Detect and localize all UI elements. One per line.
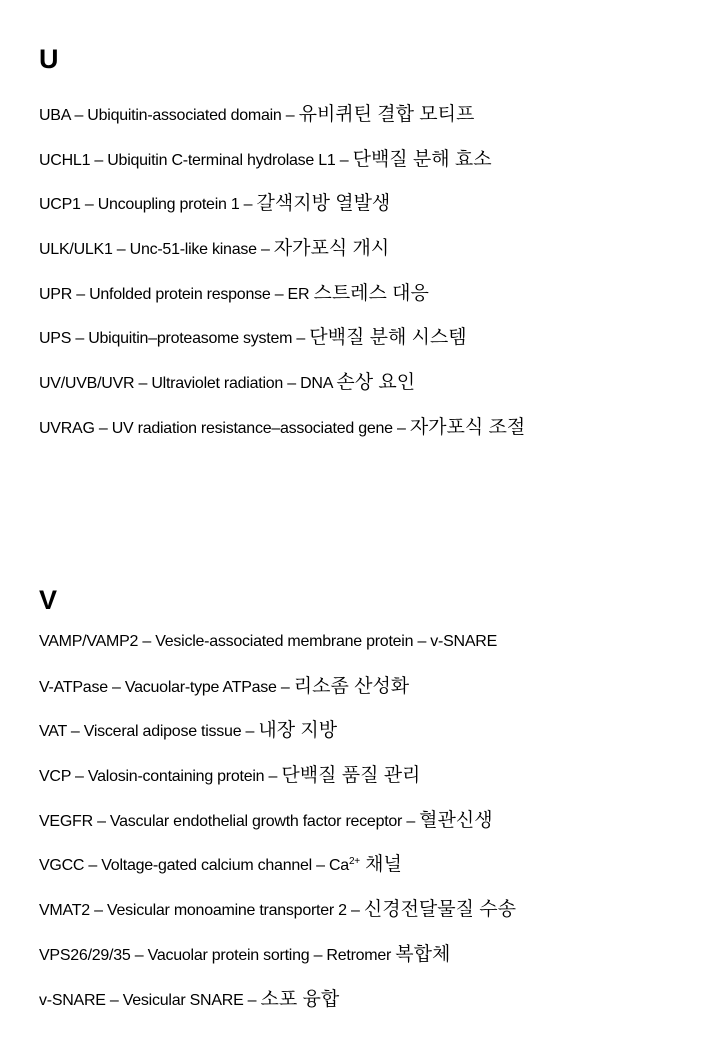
- entry-korean: 리소좀 산성화: [293, 675, 410, 697]
- entry-korean: 소포 융합: [260, 988, 340, 1010]
- entry-term: UV/UVB/UVR – Ultraviolet radiation – DNA: [39, 375, 337, 393]
- entry-korean: 단백질 분해 효소: [352, 148, 492, 170]
- entry-term: V-ATPase – Vacuolar-type ATPase –: [39, 678, 294, 696]
- entry-term: UPR – Unfolded protein response – ER: [39, 285, 314, 303]
- entry-korean: 갈색지방 열발생: [256, 193, 391, 215]
- entry-term: UCHL1 – Ubiquitin C-terminal hydrolase L1 –: [39, 151, 353, 169]
- entry-korean: 손상 요인: [336, 372, 416, 394]
- entry-korean: 단백질 품질 관리: [281, 765, 421, 787]
- entry-korean: 내장 지방: [258, 720, 338, 742]
- list-item: [39, 810, 699, 855]
- list-item: [39, 899, 699, 944]
- entry-list-u: [39, 104, 699, 462]
- list-item: [39, 238, 699, 283]
- entry-term: UVRAG – UV radiation resistance–associated gene –: [39, 419, 410, 437]
- superscript-charge: 2+: [348, 856, 360, 868]
- entry-term: VCP – Valosin-containing protein –: [39, 768, 282, 786]
- list-item: [39, 327, 699, 372]
- list-item: [39, 989, 699, 1034]
- list-item: [39, 283, 699, 328]
- list-item: [39, 631, 699, 676]
- entry-korean: 채널: [359, 854, 402, 876]
- entry-term: UBA – Ubiquitin-associated domain –: [39, 107, 299, 124]
- list-item: [39, 854, 699, 899]
- entry-list-v: [39, 631, 699, 1033]
- list-item: [39, 944, 699, 989]
- entry-korean: 복합체: [395, 943, 451, 965]
- list-item: [39, 417, 699, 462]
- list-item: [39, 104, 699, 149]
- entry-korean: 스트레스 대응: [313, 282, 429, 304]
- list-item: [39, 372, 699, 417]
- entry-term: ULK/ULK1 – Unc-51-like kinase –: [39, 241, 274, 259]
- entry-korean: 혈관신생: [419, 809, 493, 831]
- entry-term: VGCC – Voltage-gated calcium channel – Ca: [39, 857, 349, 875]
- section-heading-u: U: [39, 44, 59, 74]
- entry-term: VAMP/VAMP2 – Vesicle-associated membrane protein – v-SNARE: [39, 633, 497, 650]
- entry-korean: 자가포식 개시: [273, 238, 390, 260]
- entry-term: UPS – Ubiquitin–proteasome system –: [39, 330, 310, 348]
- entry-korean: 자가포식 조절: [409, 416, 526, 438]
- section-heading-v: V: [39, 585, 58, 615]
- entry-term: VMAT2 – Vesicular monoamine transporter 2 –: [39, 902, 364, 920]
- entry-term: UCP1 – Uncoupling protein 1 –: [39, 196, 257, 214]
- entry-term: VEGFR – Vascular endothelial growth factor receptor –: [39, 812, 420, 830]
- list-item: [39, 765, 699, 810]
- list-item: [39, 720, 699, 765]
- entry-term: VPS26/29/35 – Vacuolar protein sorting – Retromer: [39, 946, 396, 964]
- list-item: [39, 149, 699, 194]
- list-item: [39, 676, 699, 721]
- entry-korean: 단백질 분해 시스템: [309, 327, 467, 349]
- entry-term: VAT – Visceral adipose tissue –: [39, 723, 259, 741]
- list-item: [39, 193, 699, 238]
- entry-korean: 유비퀴틴 결합 모티프: [298, 104, 475, 125]
- entry-korean: 신경전달물질 수송: [363, 899, 516, 921]
- entry-term: v-SNARE – Vesicular SNARE –: [39, 991, 261, 1009]
